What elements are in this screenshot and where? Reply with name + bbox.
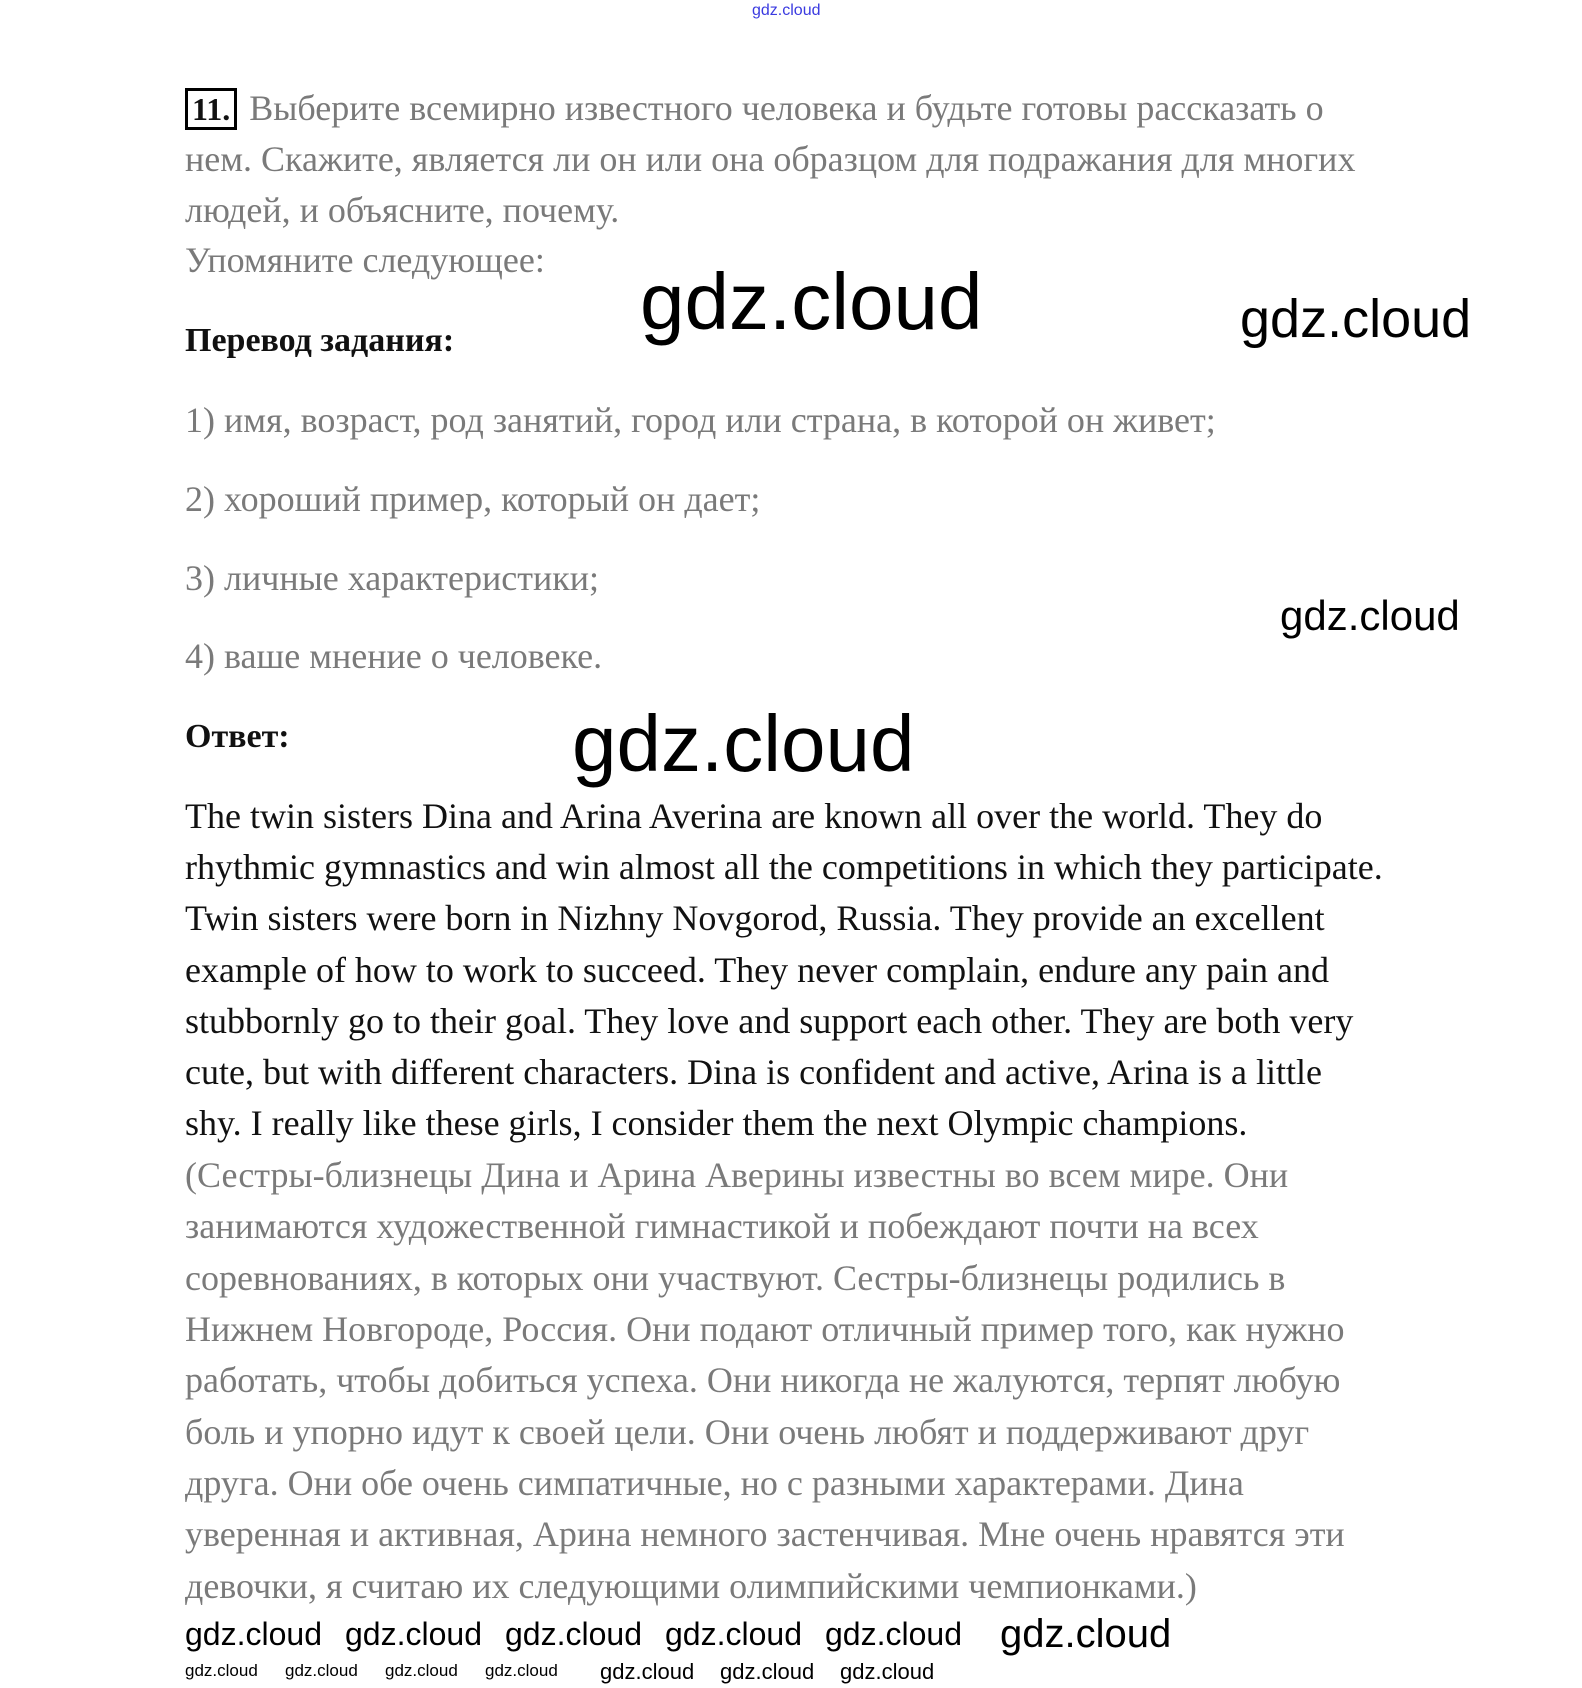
watermark: gdz.cloud bbox=[600, 1659, 695, 1684]
watermark: gdz.cloud bbox=[640, 257, 983, 346]
answer-english-line: example of how to work to succeed. They never complain, endure any pain and bbox=[185, 950, 1329, 990]
answer-russian-line: уверенная и активная, Арина немного застенчивая. Мне очень нравятся эти bbox=[185, 1514, 1345, 1554]
answer-english-line: shy. I really like these girls, I consider them the next Olympic champions. bbox=[185, 1103, 1248, 1143]
watermark: gdz.cloud bbox=[825, 1616, 962, 1652]
answer-english-line: stubbornly go to their goal. They love and support each other. They are both very bbox=[185, 1001, 1354, 1041]
header-watermark: gdz.cloud bbox=[752, 2, 821, 19]
answer-russian-line: работать, чтобы добиться успеха. Они никогда не жалуются, терпят любую bbox=[185, 1360, 1341, 1400]
answer-russian-line: соревнованиях, в которых они участвуют. Сестры-близнецы родились в bbox=[185, 1258, 1286, 1298]
task-number: 11. bbox=[185, 88, 237, 130]
task-line: Упомяните следующее: bbox=[185, 240, 545, 280]
watermark: gdz.cloud bbox=[720, 1659, 815, 1684]
watermark: gdz.cloud bbox=[840, 1659, 935, 1684]
answer-russian-line: Нижнем Новгороде, Россия. Они подают отличный пример того, как нужно bbox=[185, 1309, 1345, 1349]
watermark: gdz.cloud bbox=[185, 1616, 322, 1652]
watermark: gdz.cloud bbox=[185, 1661, 258, 1680]
answer-russian-line: друга. Они обе очень симпатичные, но с разными характерами. Дина bbox=[185, 1463, 1244, 1503]
watermark: gdz.cloud bbox=[665, 1616, 802, 1652]
translation-item: 3) личные характеристики; bbox=[185, 558, 599, 598]
answer-english-line: Twin sisters were born in Nizhny Novgorod, Russia. They provide an excellent bbox=[185, 898, 1325, 938]
task-line: нем. Скажите, является ли он или она образцом для подражания для многих bbox=[185, 139, 1356, 179]
watermark: gdz.cloud bbox=[505, 1616, 642, 1652]
watermark: gdz.cloud bbox=[345, 1616, 482, 1652]
task-line bbox=[185, 86, 1324, 130]
translation-item: 2) хороший пример, который он дает; bbox=[185, 479, 761, 519]
watermark: gdz.cloud bbox=[385, 1661, 458, 1680]
watermark: gdz.cloud bbox=[1280, 592, 1460, 639]
answer-russian-line: девочки, я считаю их следующими олимпийскими чемпионками.) bbox=[185, 1566, 1197, 1606]
watermark: gdz.cloud bbox=[1000, 1612, 1172, 1656]
answer-russian-line: боль и упорно идут к своей цели. Они очень любят и поддерживают друг bbox=[185, 1412, 1310, 1452]
watermark: gdz.cloud bbox=[572, 699, 915, 788]
watermark: gdz.cloud bbox=[285, 1661, 358, 1680]
translation-heading: Перевод задания: bbox=[185, 322, 455, 359]
translation-item: 4) ваше мнение о человеке. bbox=[185, 636, 603, 676]
answer-russian-line: (Сестры-близнецы Дина и Арина Аверины известны во всем мире. Они bbox=[185, 1155, 1289, 1195]
answer-english-line: rhythmic gymnastics and win almost all the competitions in which they participate. bbox=[185, 847, 1383, 887]
watermark: gdz.cloud bbox=[1240, 289, 1472, 349]
answer-english-line: cute, but with different characters. Dina is confident and active, Arina is a little bbox=[185, 1052, 1322, 1092]
answer-english-line: The twin sisters Dina and Arina Averina are known all over the world. They do bbox=[185, 796, 1323, 836]
translation-item: 1) имя, возраст, род занятий, город или страна, в которой он живет; bbox=[185, 400, 1216, 440]
answer-heading: Ответ: bbox=[185, 718, 290, 755]
answer-russian-line: занимаются художественной гимнастикой и побеждают почти на всех bbox=[185, 1206, 1259, 1246]
task-line: людей, и объясните, почему. bbox=[185, 190, 620, 230]
task-text: Выберите всемирно известного человека и будьте готовы рассказать о bbox=[249, 88, 1324, 128]
watermark: gdz.cloud bbox=[485, 1661, 558, 1680]
